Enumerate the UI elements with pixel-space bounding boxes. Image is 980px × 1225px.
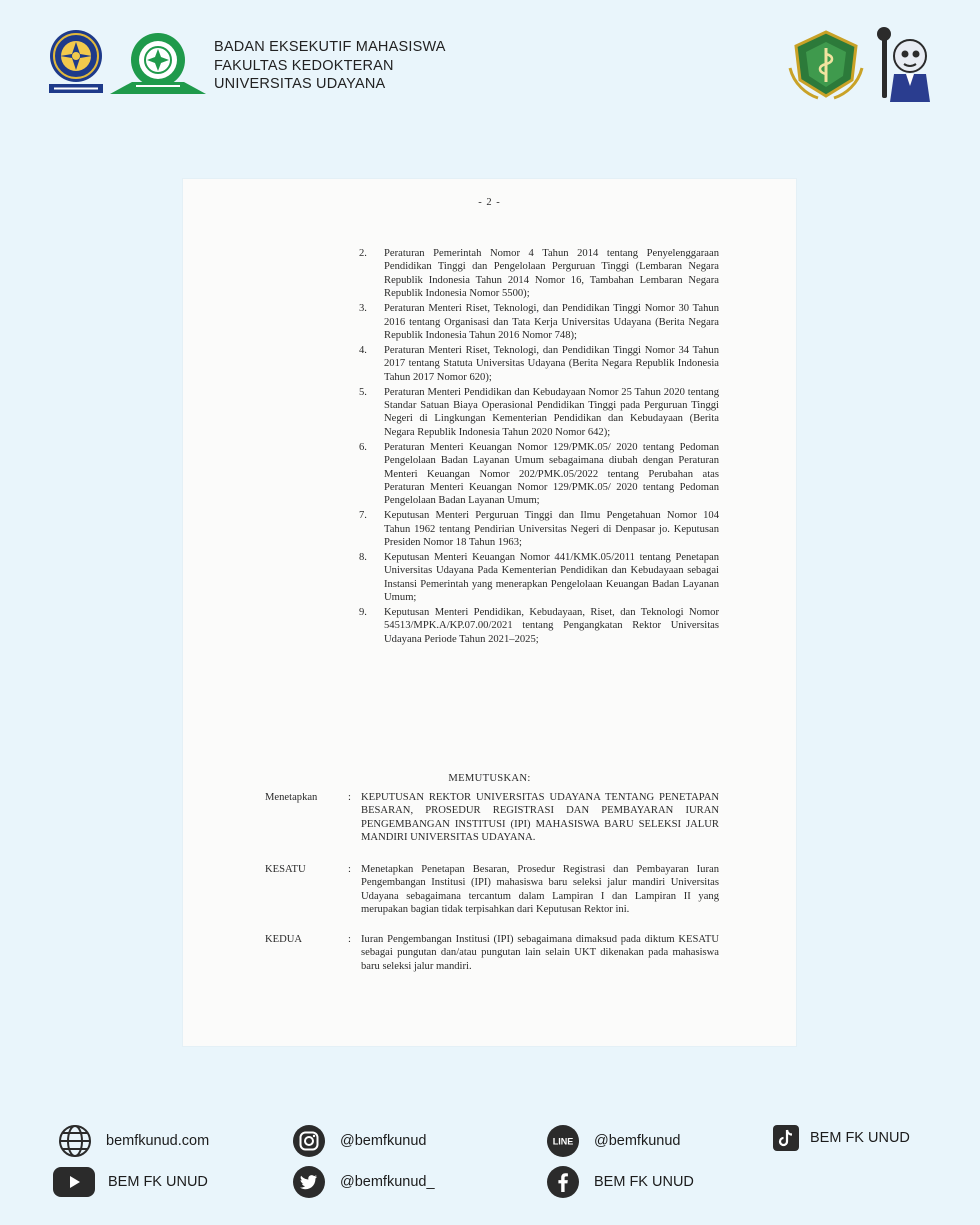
- tiktok-icon: [772, 1124, 800, 1152]
- decision-text: KEPUTUSAN REKTOR UNIVERSITAS UDAYANA TENTANG PENETAPAN BESARAN, PROSEDUR REGISTRASI DAN PEMBAYARAN IURAN PENGEMBANGAN INSTITUSI (IPI) MAHASISWA BARU SELEKSI JALUR MANDIRI UNIVERSITAS UDAYANA.: [361, 792, 719, 844]
- instagram-label: @bemfkunud: [340, 1133, 427, 1149]
- list-item-text: Peraturan Menteri Riset, Teknologi, dan Pendidikan Tinggi Nomor 34 Tahun 2017 tentang Statuta Universitas Udayana (Berita Negara Republik Indonesia Tahun 2017 Nomor 620);: [384, 344, 719, 383]
- facebook-link[interactable]: [546, 1165, 694, 1199]
- list-item: [359, 247, 719, 301]
- facebook-icon: [546, 1165, 580, 1199]
- decision-text: Iuran Pengembangan Institusi (IPI) sebagaimana dimaksud pada diktum KESATU sebagai pungutan dan/atau pungutan lain selain UKT dikenakan pada mahasiswa baru seleksi jalur mandiri.: [361, 934, 719, 972]
- fk-logo: [786, 28, 866, 100]
- decision-kedua: [265, 933, 719, 973]
- website-link[interactable]: [58, 1124, 209, 1158]
- line-icon-text: LINE: [552, 1136, 574, 1147]
- list-item: [359, 509, 719, 549]
- list-item-text: Peraturan Menteri Pendidikan dan Kebudayaan Nomor 25 Tahun 2020 tentang Standar Satuan Biaya Operasional Pendidikan Tinggi pada Perguruan Tinggi Negeri di Lingkungan Kementerian Pendidikan dan Kebudayaan (Berita Negara Republik Indonesia Tahun 2020 Nomor 642);: [384, 386, 719, 438]
- list-item: [359, 551, 719, 605]
- decision-colon: :: [348, 864, 351, 875]
- decision-label: KESATU: [265, 864, 306, 875]
- decision-colon: :: [348, 934, 351, 945]
- page-header: [0, 0, 980, 140]
- list-item-text: Keputusan Menteri Perguruan Tinggi dan Ilmu Pengetahuan Nomor 104 Tahun 1962 tentang Pendirian Universitas Negeri di Denpasar jo. Keputusan Presiden Nomor 18 Tahun 1963;: [384, 510, 719, 549]
- instagram-icon: [292, 1124, 326, 1158]
- twitter-link[interactable]: [292, 1165, 435, 1199]
- website-label: bemfkunud.com: [106, 1133, 210, 1149]
- line-icon: [546, 1124, 580, 1158]
- list-item: [359, 441, 719, 508]
- twitter-label: @bemfkunud_: [340, 1174, 435, 1190]
- decision-colon: :: [348, 792, 351, 803]
- list-item-number: 9.: [359, 607, 367, 619]
- tiktok-link[interactable]: [772, 1124, 910, 1152]
- list-item-number: 2.: [359, 248, 367, 259]
- universitas-udayana-logo: [46, 28, 106, 94]
- decision-label: Menetapkan: [265, 792, 318, 803]
- list-item-text: Peraturan Pemerintah Nomor 4 Tahun 2014 tentang Penyelenggaraan Pendidikan Tinggi dan Pengelolaan Perguruan Tinggi (Lembaran Negara Republik Indonesia Tahun 2014 Nomor 16, Tambahan Lembaran Negara Republik Indonesia Nomor 5500);: [384, 248, 719, 300]
- instagram-link[interactable]: [292, 1124, 426, 1158]
- org-title-line: BADAN EKSEKUTIF MAHASISWA: [214, 39, 446, 55]
- decision-label: KEDUA: [265, 934, 303, 945]
- line-link[interactable]: [546, 1124, 680, 1158]
- youtube-link[interactable]: [52, 1165, 208, 1199]
- twitter-icon: [292, 1165, 326, 1199]
- list-item: [359, 302, 719, 342]
- list-item: [359, 344, 719, 384]
- org-title-line: UNIVERSITAS UDAYANA: [214, 76, 386, 92]
- list-item-text: Peraturan Menteri Keuangan Nomor 129/PMK.05/ 2020 tentang Pedoman Pengelolaan Badan Layanan Umum sebagaimana diubah dengan Peraturan Menteri Keuangan Nomor 202/PMK.05/2022 tentang Perubahan atas Peraturan Menteri Keuangan Nomor 129/PMK.05/ 2020 tentang Pedoman Pengelolaan Badan Layanan Umum;: [384, 441, 719, 507]
- list-item-text: Keputusan Menteri Pendidikan, Kebudayaan, Riset, dan Teknologi Nomor 54513/MPK.A/KP.07.00/2021 tentang Pengangkatan Rektor Universitas Udayana Periode Tahun 2021–2025;: [384, 607, 719, 645]
- list-item-number: 6.: [359, 441, 367, 453]
- list-item-number: 3.: [359, 303, 367, 315]
- decision-heading: MEMUTUSKAN:: [448, 773, 531, 784]
- list-item-text: Peraturan Menteri Riset, Teknologi, dan Pendidikan Tinggi Nomor 30 Tahun 2016 tentang Organisasi dan Tata Kerja Universitas Udayana (Berita Negara Republik Indonesia Tahun 2016 Nomor 748);: [384, 303, 719, 341]
- facebook-label: BEM FK UNUD: [594, 1174, 694, 1190]
- list-item: [359, 606, 719, 646]
- list-item: [359, 386, 719, 440]
- youtube-label: BEM FK UNUD: [108, 1174, 208, 1190]
- page-number: - 2 -: [478, 197, 501, 208]
- list-item-number: 8.: [359, 551, 367, 563]
- decision-text: Menetapkan Penetapan Besaran, Prosedur Registrasi dan Pembayaran Iuran Pengembangan Institusi (IPI) mahasiswa baru seleksi jalur mandiri Universitas Udayana sebagaimana tercantum dalam Lampiran I dan Lampiran II yang merupakan bagian tidak terpisahkan dari Keputusan Rektor ini.: [361, 864, 719, 916]
- list-item-number: 5.: [359, 386, 367, 398]
- list-item-number: 4.: [359, 344, 367, 356]
- org-title-line: FAKULTAS KEDOKTERAN: [214, 57, 394, 74]
- line-label: @bemfkunud: [594, 1133, 681, 1149]
- globe-icon: [58, 1124, 92, 1158]
- decision-menetapkan: [265, 791, 719, 845]
- list-item-number: 7.: [359, 510, 367, 522]
- reference-list: [359, 247, 719, 648]
- list-item-text: Keputusan Menteri Keuangan Nomor 441/KMK.05/2011 tentang Penetapan Universitas Udayana Pada Kementerian Pendidikan dan Kebudayaan sebagai Instansi Pemerintah yang menerapkan Pengelolaan Keuangan Badan Layanan Umum;: [384, 551, 719, 604]
- document-page: [183, 179, 796, 1046]
- bem-logo: [110, 30, 206, 96]
- mascot-logo: [864, 26, 936, 104]
- youtube-icon: [52, 1165, 96, 1199]
- tiktok-label: BEM FK UNUD: [810, 1130, 910, 1146]
- decision-kesatu: [265, 863, 719, 917]
- organization-title: [214, 38, 446, 94]
